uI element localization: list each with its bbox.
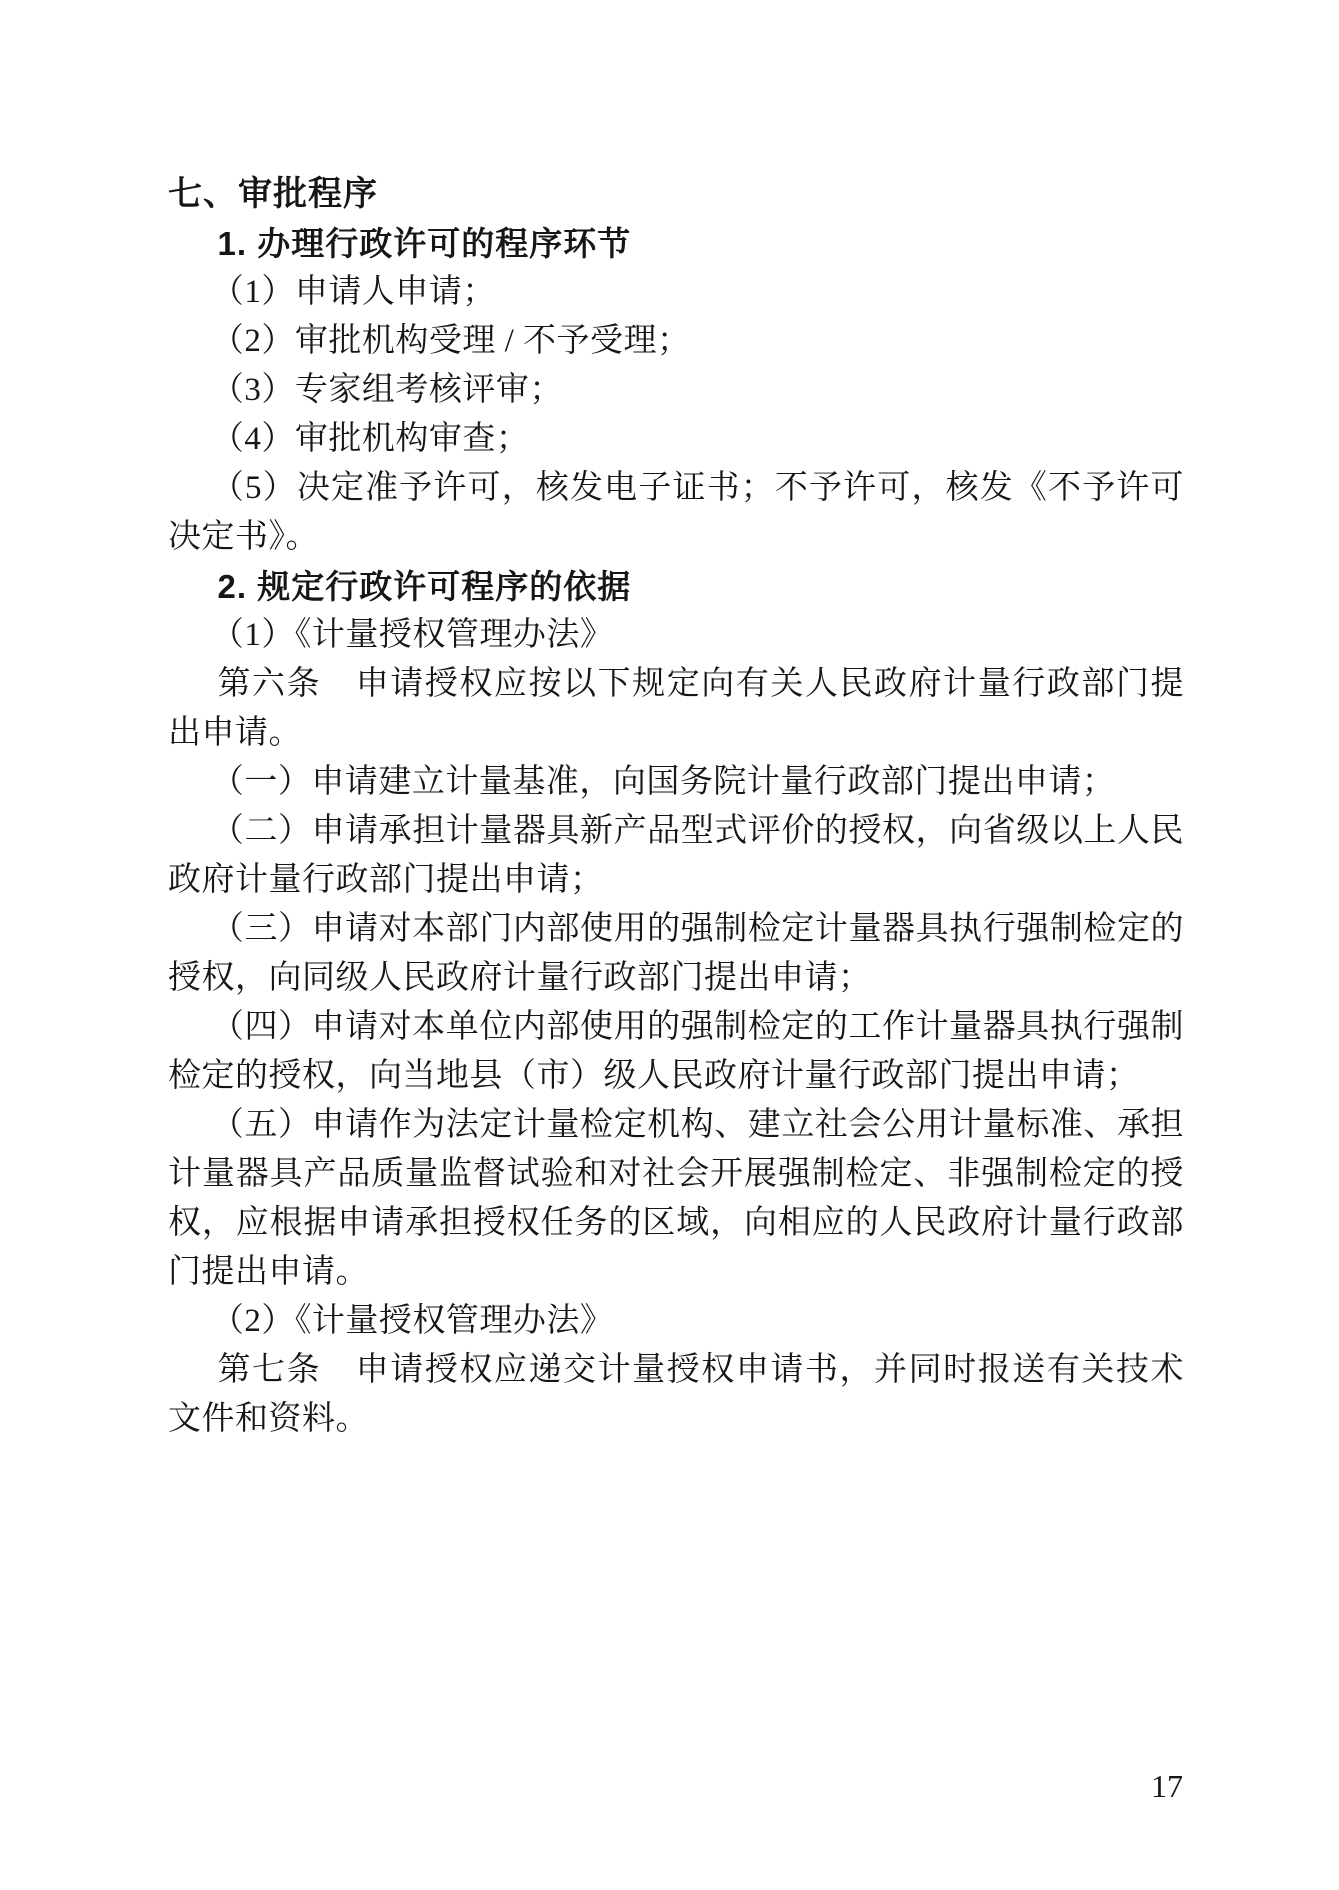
basis-item-2: （2）《计量授权管理办法》 xyxy=(210,1303,614,1339)
article-6: 第六条 申请授权应按以下规定向有关人民政府计量行政部门提出申请。 xyxy=(168,666,1184,751)
clause-item-3: （三）申请对本部门内部使用的强制检定计量器具执行强制检定的授权，向同级人民政府计量行政部门提出申请； xyxy=(168,911,1184,996)
document-content xyxy=(168,170,1184,1444)
clause-item-4: （四）申请对本单位内部使用的强制检定的工作计量器具执行强制检定的授权，向当地县（市）级人民政府计量行政部门提出申请； xyxy=(168,1009,1184,1094)
page-number: 17 xyxy=(1151,1768,1183,1804)
procedure-item-5: （5）决定准予许可，核发电子证书；不予许可，核发《不予许可决定书》。 xyxy=(168,470,1184,555)
section-heading: 七、审批程序 xyxy=(168,175,378,213)
procedure-item-3: （3）专家组考核评审； xyxy=(210,372,563,408)
clause-item-1: （一）申请建立计量基准，向国务院计量行政部门提出申请； xyxy=(210,764,1116,800)
clause-item-5: （五）申请作为法定计量检定机构、建立社会公用计量标准、承担计量器具产品质量监督试验和对社会开展强制检定、非强制检定的授权，应根据申请承担授权任务的区域，向相应的人民政府计量行政部门提出申请。 xyxy=(168,1107,1184,1290)
procedure-item-1: （1）申请人申请； xyxy=(210,274,496,310)
subsection-heading-2: 2. 规定行政许可程序的依据 xyxy=(217,568,632,605)
subsection-heading-1: 1. 办理行政许可的程序环节 xyxy=(217,225,632,262)
basis-item-1: （1）《计量授权管理办法》 xyxy=(210,617,614,653)
clause-item-2: （二）申请承担计量器具新产品型式评价的授权，向省级以上人民政府计量行政部门提出申请； xyxy=(168,813,1184,898)
procedure-item-4: （4）审批机构审查； xyxy=(210,421,530,457)
article-7: 第七条 申请授权应递交计量授权申请书，并同时报送有关技术文件和资料。 xyxy=(168,1352,1184,1437)
procedure-item-2: （2）审批机构受理 / 不予受理； xyxy=(210,323,691,359)
